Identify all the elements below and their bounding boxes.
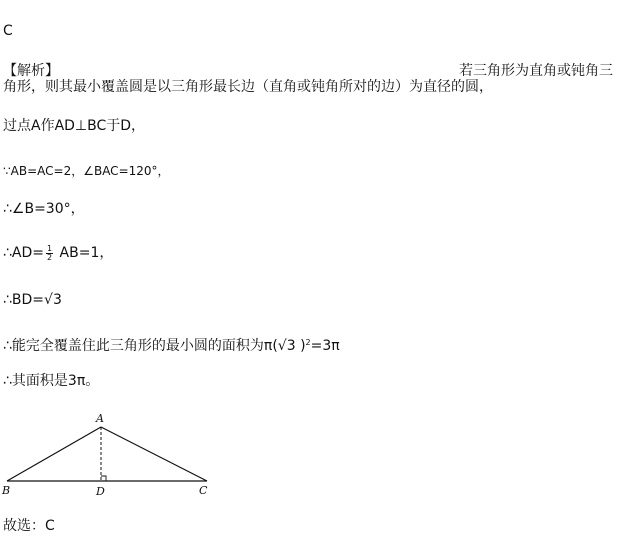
final-answer [3, 517, 55, 535]
step-ad-suffix: AB=1， [55, 245, 114, 261]
solution-heading: 【解析】 [3, 63, 59, 79]
exponent: 2 [305, 338, 311, 347]
step-min-circle-area [3, 334, 340, 355]
step-ad-prefix: ∴AD= [3, 245, 44, 261]
step-given: ∵AB=AC=2，∠BAC=120°， [3, 164, 170, 178]
solution-intro-right: 若三角形为直角或钝角三 [459, 63, 613, 79]
side-ab [7, 427, 101, 481]
step-bd-length: ∴BD=√3 [3, 292, 62, 308]
final-answer-label: 故选： [3, 518, 45, 534]
solution-intro-continued: 角形，则其最小覆盖圆是以三角形最长边（直角或钝角所对的边）为直径的圆， [3, 79, 493, 95]
triangle-figure [0, 410, 230, 502]
label-c: C [199, 484, 208, 497]
step-ad-length [3, 244, 113, 262]
label-a: A [96, 412, 104, 425]
fraction-denominator: 2 [47, 252, 53, 262]
answer-letter: C [3, 23, 13, 39]
step-angle-b: ∴∠B=30°， [3, 201, 85, 217]
label-d: D [96, 485, 105, 498]
side-ac [101, 427, 207, 481]
label-b: B [2, 484, 11, 497]
right-angle-mark [101, 476, 106, 481]
step-conclusion: ∴其面积是3π。 [3, 373, 100, 389]
final-answer-value: C [45, 518, 55, 534]
fraction-numerator: 1 [47, 243, 53, 253]
step-area-suffix: =3π [310, 338, 340, 354]
step-draw-altitude: 过点A作AD⊥BC于D， [3, 118, 146, 134]
fraction-one-half [46, 245, 53, 262]
step-area-prefix: ∴能完全覆盖住此三角形的最小圆的面积为π(√3 ) [3, 338, 306, 354]
